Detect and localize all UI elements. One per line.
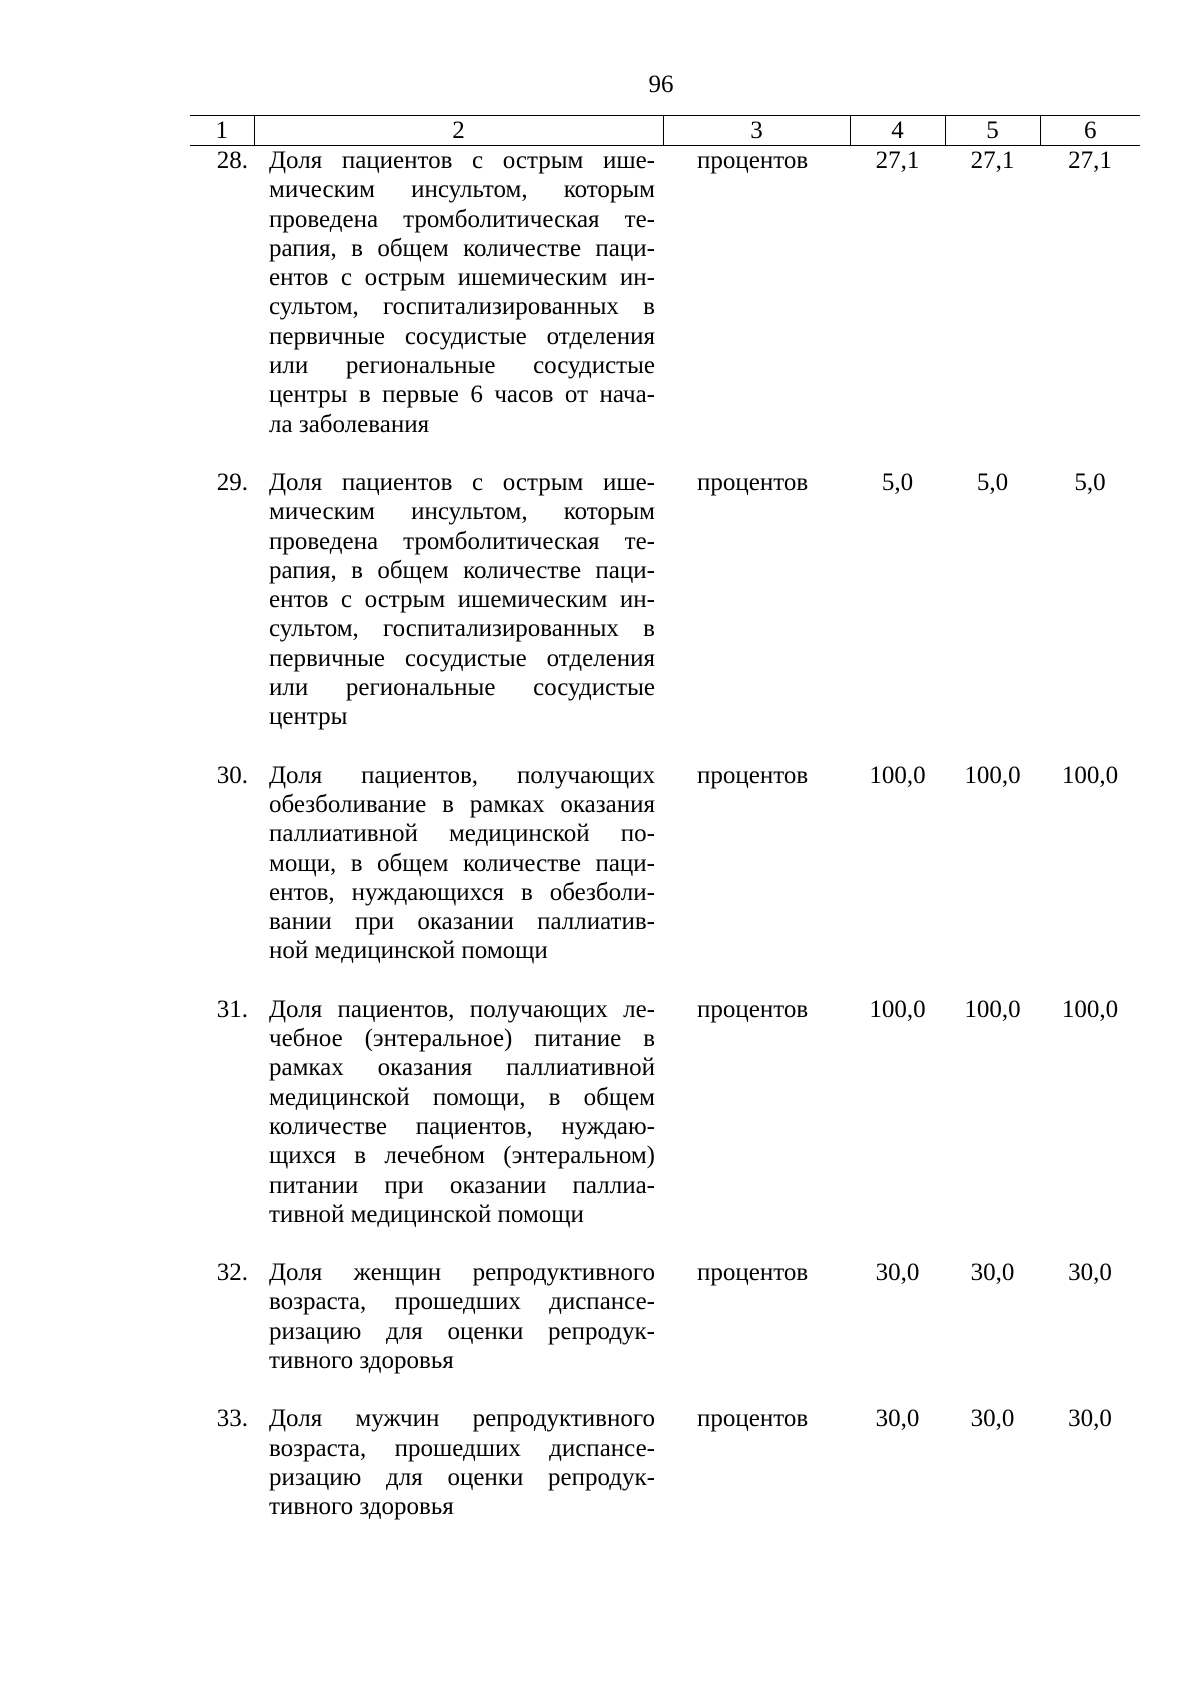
value-cell-col-5: 30,0 xyxy=(970,1405,1015,1433)
value-cell-col-4: 100,0 xyxy=(869,761,926,789)
column-header-4: 4 xyxy=(850,116,945,146)
description-line: ла заболевания xyxy=(269,410,430,438)
description-line: проведена тромболитическая те- xyxy=(269,527,655,555)
row-spacer-cell xyxy=(190,1375,1140,1404)
indicator-description xyxy=(254,146,663,439)
description-line: первичные сосудистые отделения xyxy=(269,322,655,350)
table-row xyxy=(190,995,1140,1229)
indicator-description xyxy=(254,1258,663,1375)
table-row xyxy=(190,761,1140,966)
description-line: ризацию для оценки репродук- xyxy=(269,1463,655,1491)
value-cell-col-4: 30,0 xyxy=(875,1259,920,1287)
row-spacer-cell xyxy=(190,439,1140,468)
row-spacer-cell xyxy=(190,732,1140,761)
description-line: чебное (энтеральное) питание в xyxy=(269,1025,655,1053)
description-line: тивной медицинской помощи xyxy=(269,1200,584,1228)
description-line: ной медицинской помощи xyxy=(269,937,548,965)
unit-cell: процентов xyxy=(697,1259,809,1287)
unit-cell: процентов xyxy=(697,147,809,174)
description-line: или региональные сосудистые xyxy=(269,352,655,380)
description-line: проведена тромболитическая те- xyxy=(269,205,655,233)
description-line: сультом, госпитализированных в xyxy=(269,293,655,321)
description-line: обезболивание в рамках оказания xyxy=(269,790,655,818)
description-line: паллиативной медицинской по- xyxy=(269,820,655,848)
description-line: ентов с острым ишемическим ин- xyxy=(269,586,655,614)
row-number: 31. xyxy=(216,995,248,1023)
description-line: Доля пациентов с острым ише- xyxy=(269,468,655,496)
description-line: щихся в лечебном (энтеральном) xyxy=(269,1142,655,1170)
description-line: Доля пациентов, получающих xyxy=(269,761,655,789)
value-cell-col-4: 30,0 xyxy=(875,1405,920,1433)
row-spacer-cell xyxy=(190,1229,1140,1258)
value-cell-col-5: 27,1 xyxy=(970,147,1015,174)
value-cell-col-6: 100,0 xyxy=(1061,995,1119,1023)
description-line: центры в первые 6 часов от нача- xyxy=(269,381,655,409)
description-line: рапия, в общем количестве паци- xyxy=(269,234,655,262)
description-line: Доля женщин репродуктивного xyxy=(269,1259,655,1287)
row-spacer-cell xyxy=(190,966,1140,995)
column-header-2: 2 xyxy=(254,116,663,146)
description-line: медицинской помощи, в общем xyxy=(269,1083,655,1111)
column-header-5: 5 xyxy=(945,116,1040,146)
description-line: ентов, нуждающихся в обезболи- xyxy=(269,878,655,906)
value-cell-col-4: 27,1 xyxy=(875,147,920,174)
row-number: 29. xyxy=(216,468,248,496)
value-cell-col-6: 27,1 xyxy=(1068,147,1112,174)
unit-cell: процентов xyxy=(697,468,809,496)
indicators-table xyxy=(190,115,1140,1521)
value-cell-col-5: 30,0 xyxy=(970,1259,1015,1287)
value-cell-col-5: 5,0 xyxy=(976,468,1009,496)
value-cell-col-6: 30,0 xyxy=(1068,1259,1112,1287)
description-line: мическим инсультом, которым xyxy=(269,498,655,526)
row-spacer xyxy=(190,966,1140,995)
description-line: возраста, прошедших диспансе- xyxy=(269,1434,655,1462)
row-spacer xyxy=(190,1229,1140,1258)
description-line: рапия, в общем количестве паци- xyxy=(269,556,655,584)
row-number: 33. xyxy=(216,1405,248,1433)
value-cell-col-4: 100,0 xyxy=(869,995,926,1023)
table-body xyxy=(190,146,1140,1522)
description-line: количестве пациентов, нуждаю- xyxy=(269,1112,655,1140)
table-row xyxy=(190,146,1140,439)
description-line: ризацию для оценки репродук- xyxy=(269,1317,655,1345)
value-cell-col-6: 100,0 xyxy=(1061,761,1119,789)
description-line: первичные сосудистые отделения xyxy=(269,644,655,672)
table-row xyxy=(190,1404,1140,1521)
description-line: питании при оказании паллиа- xyxy=(269,1171,655,1199)
column-header-3: 3 xyxy=(663,116,850,146)
description-line: Доля пациентов, получающих ле- xyxy=(269,995,655,1023)
description-line: тивного здоровья xyxy=(269,1346,454,1374)
table-row xyxy=(190,468,1140,732)
unit-cell: процентов xyxy=(697,1405,809,1433)
value-cell-col-6: 30,0 xyxy=(1068,1405,1112,1433)
unit-cell: процентов xyxy=(697,995,809,1023)
column-header-6: 6 xyxy=(1040,116,1140,146)
description-line: Доля пациентов с острым ише- xyxy=(269,147,655,174)
column-header-1: 1 xyxy=(190,116,254,146)
description-line: рамках оказания паллиативной xyxy=(269,1054,655,1082)
indicator-description xyxy=(254,468,663,732)
description-line: сультом, госпитализированных в xyxy=(269,615,655,643)
description-line: ентов с острым ишемическим ин- xyxy=(269,264,655,292)
table-header xyxy=(190,116,1140,146)
row-number: 32. xyxy=(216,1259,248,1287)
header-row xyxy=(190,116,1140,146)
description-line: мическим инсультом, которым xyxy=(269,176,655,204)
description-line: мощи, в общем количестве паци- xyxy=(269,849,655,877)
value-cell-col-5: 100,0 xyxy=(964,995,1021,1023)
description-line: центры xyxy=(269,703,348,731)
description-line: Доля мужчин репродуктивного xyxy=(269,1405,655,1433)
indicator-description xyxy=(254,995,663,1229)
row-number: 30. xyxy=(216,761,248,789)
indicator-description xyxy=(254,1404,663,1521)
table-row xyxy=(190,1258,1140,1375)
description-line: тивного здоровья xyxy=(269,1493,454,1521)
unit-cell: процентов xyxy=(697,761,809,789)
value-cell-col-4: 5,0 xyxy=(881,468,914,496)
row-spacer xyxy=(190,1375,1140,1404)
row-spacer xyxy=(190,732,1140,761)
value-cell-col-5: 100,0 xyxy=(964,761,1021,789)
description-line: или региональные сосудистые xyxy=(269,674,655,702)
indicator-description xyxy=(254,761,663,966)
row-spacer xyxy=(190,439,1140,468)
description-line: возраста, прошедших диспансе- xyxy=(269,1288,655,1316)
row-number: 28. xyxy=(216,147,248,174)
page-number: 96 xyxy=(648,71,674,98)
description-line: вании при оказании паллиатив- xyxy=(269,908,655,936)
value-cell-col-6: 5,0 xyxy=(1074,468,1106,496)
indicators-table-wrapper xyxy=(190,115,1140,1521)
